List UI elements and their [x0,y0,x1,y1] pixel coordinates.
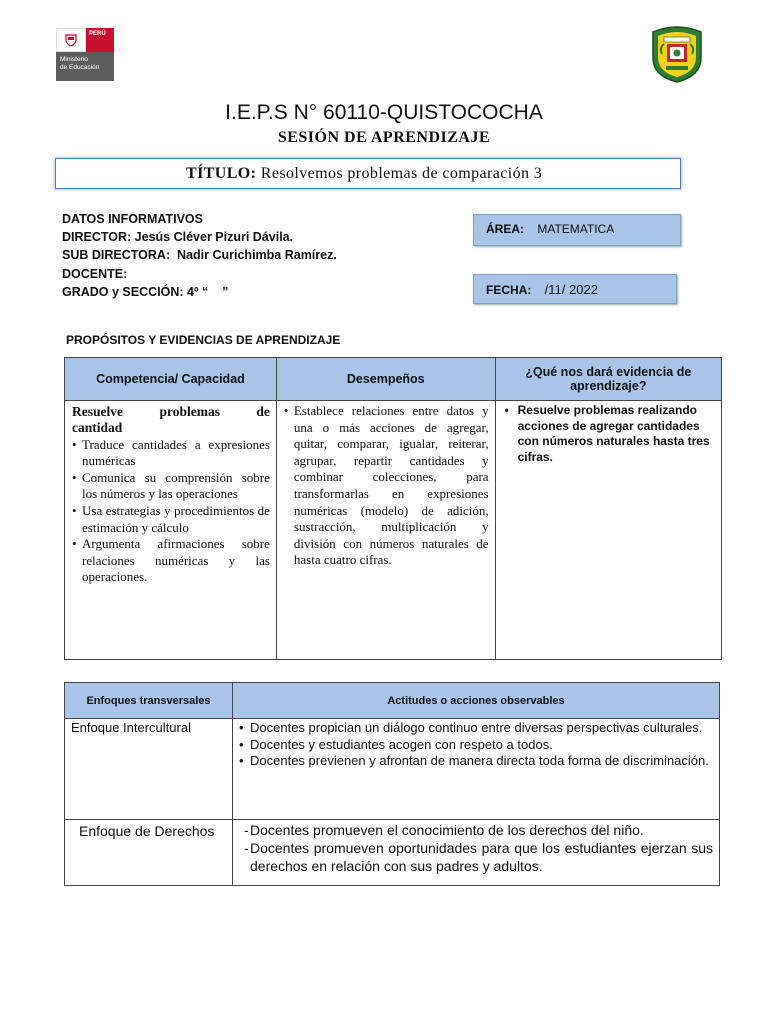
enfoque-derechos-label: Enfoque de Derechos [65,820,233,886]
logo-line1: Ministerio [60,56,88,63]
action-item: • Docentes previenen y afrontan de manera directa toda forma de discriminación. [239,753,713,770]
propositos-table [64,357,722,660]
datos-heading: DATOS INFORMATIVOS [62,212,203,226]
desempeno-item: • Establece relaciones entre datos y una o más acciones de agregar, quitar, comparar, igualar, reiterar, agrupar, repartir cantidades y combinar colecciones, para transformarlas en expresiones numéricas (modelo) de adición, sustracción, multiplicación y división con números naturales de hasta cuatro cifras. [284,403,489,569]
area-value: MATEMATICA [537,222,615,236]
enfoques-table [64,682,720,886]
school-name: I.E.P.S N° 60110-QUISTOCOCHA [225,101,543,124]
enfoque-derechos-actions [233,820,720,886]
logo-line2: de Educación [60,64,100,71]
capacidad-item: • Traduce cantidades a expresiones numéricas [72,437,270,470]
datos-informativos [62,210,337,301]
fecha-label: FECHA: [486,283,532,297]
competencia-title-line2: cantidad [72,420,123,435]
header-desempenos: Desempeños [276,358,495,401]
header-evidencia: ¿Qué nos dará evidencia de aprendizaje? [495,358,721,401]
capacidad-item: • Usa estrategias y procedimientos de estimación y cálculo [72,503,270,536]
action-item: • Docentes y estudiantes acogen con respeto a todos. [239,737,713,754]
school-crest-icon [647,24,707,84]
title-label: TÍTULO: [186,165,257,182]
datos-docente: DOCENTE: [62,266,128,281]
ministry-logo [56,28,114,81]
competencia-title-line1: Resuelve problemas de [72,404,270,419]
capacidad-item: • Argumenta afirmaciones sobre relaciones numéricas y las operaciones. [72,536,270,586]
action-item: - Docentes promueven oportunidades para que los estudiantes ejerzan sus derechos en relación con sus padres y adultos. [239,839,713,875]
session-title: SESIÓN DE APRENDIZAJE [277,129,491,146]
fecha-value: /11/ 2022 [544,282,598,297]
logo-country: PERÚ [86,28,114,52]
action-item: - Docentes promueven el conocimiento de los derechos del niño. [239,821,713,839]
header-actitudes: Actitudes o acciones observables [233,683,720,719]
header-competencia: Competencia/ Capacidad [65,358,277,401]
evidencia-cell [495,401,721,660]
datos-subdirectora: SUB DIRECTORA: Nadir Curichimba Ramírez. [62,248,337,263]
title-text: Resolvemos problemas de comparación 3 [260,165,543,182]
datos-director: DIRECTOR: Jesús Cléver Pizuri Dávila. [62,230,294,245]
competencia-cell [65,401,277,660]
evidencia-item: • Resuelve problemas realizando acciones de agregar cantidades con números naturales hasta tres cifras. [503,403,715,465]
coat-of-arms-icon [56,28,86,52]
header-enfoques: Enfoques transversales [65,683,233,719]
action-item: • Docentes propician un diálogo continuo entre diversas perspectivas culturales. [239,720,713,737]
title-box [55,158,681,189]
capacidad-item: • Comunica su comprensión sobre los números y las operaciones [72,470,270,503]
datos-grado: GRADO y SECCIÓN: 4º “ ” [62,284,229,299]
fecha-box [473,274,677,304]
area-box [473,214,681,246]
area-label: ÁREA: [486,222,524,236]
desempeno-cell [276,401,495,660]
propositos-title: PROPÓSITOS Y EVIDENCIAS DE APRENDIZAJE [66,333,341,347]
enfoque-intercultural-label: Enfoque Intercultural [65,719,233,820]
enfoque-intercultural-actions [233,719,720,820]
